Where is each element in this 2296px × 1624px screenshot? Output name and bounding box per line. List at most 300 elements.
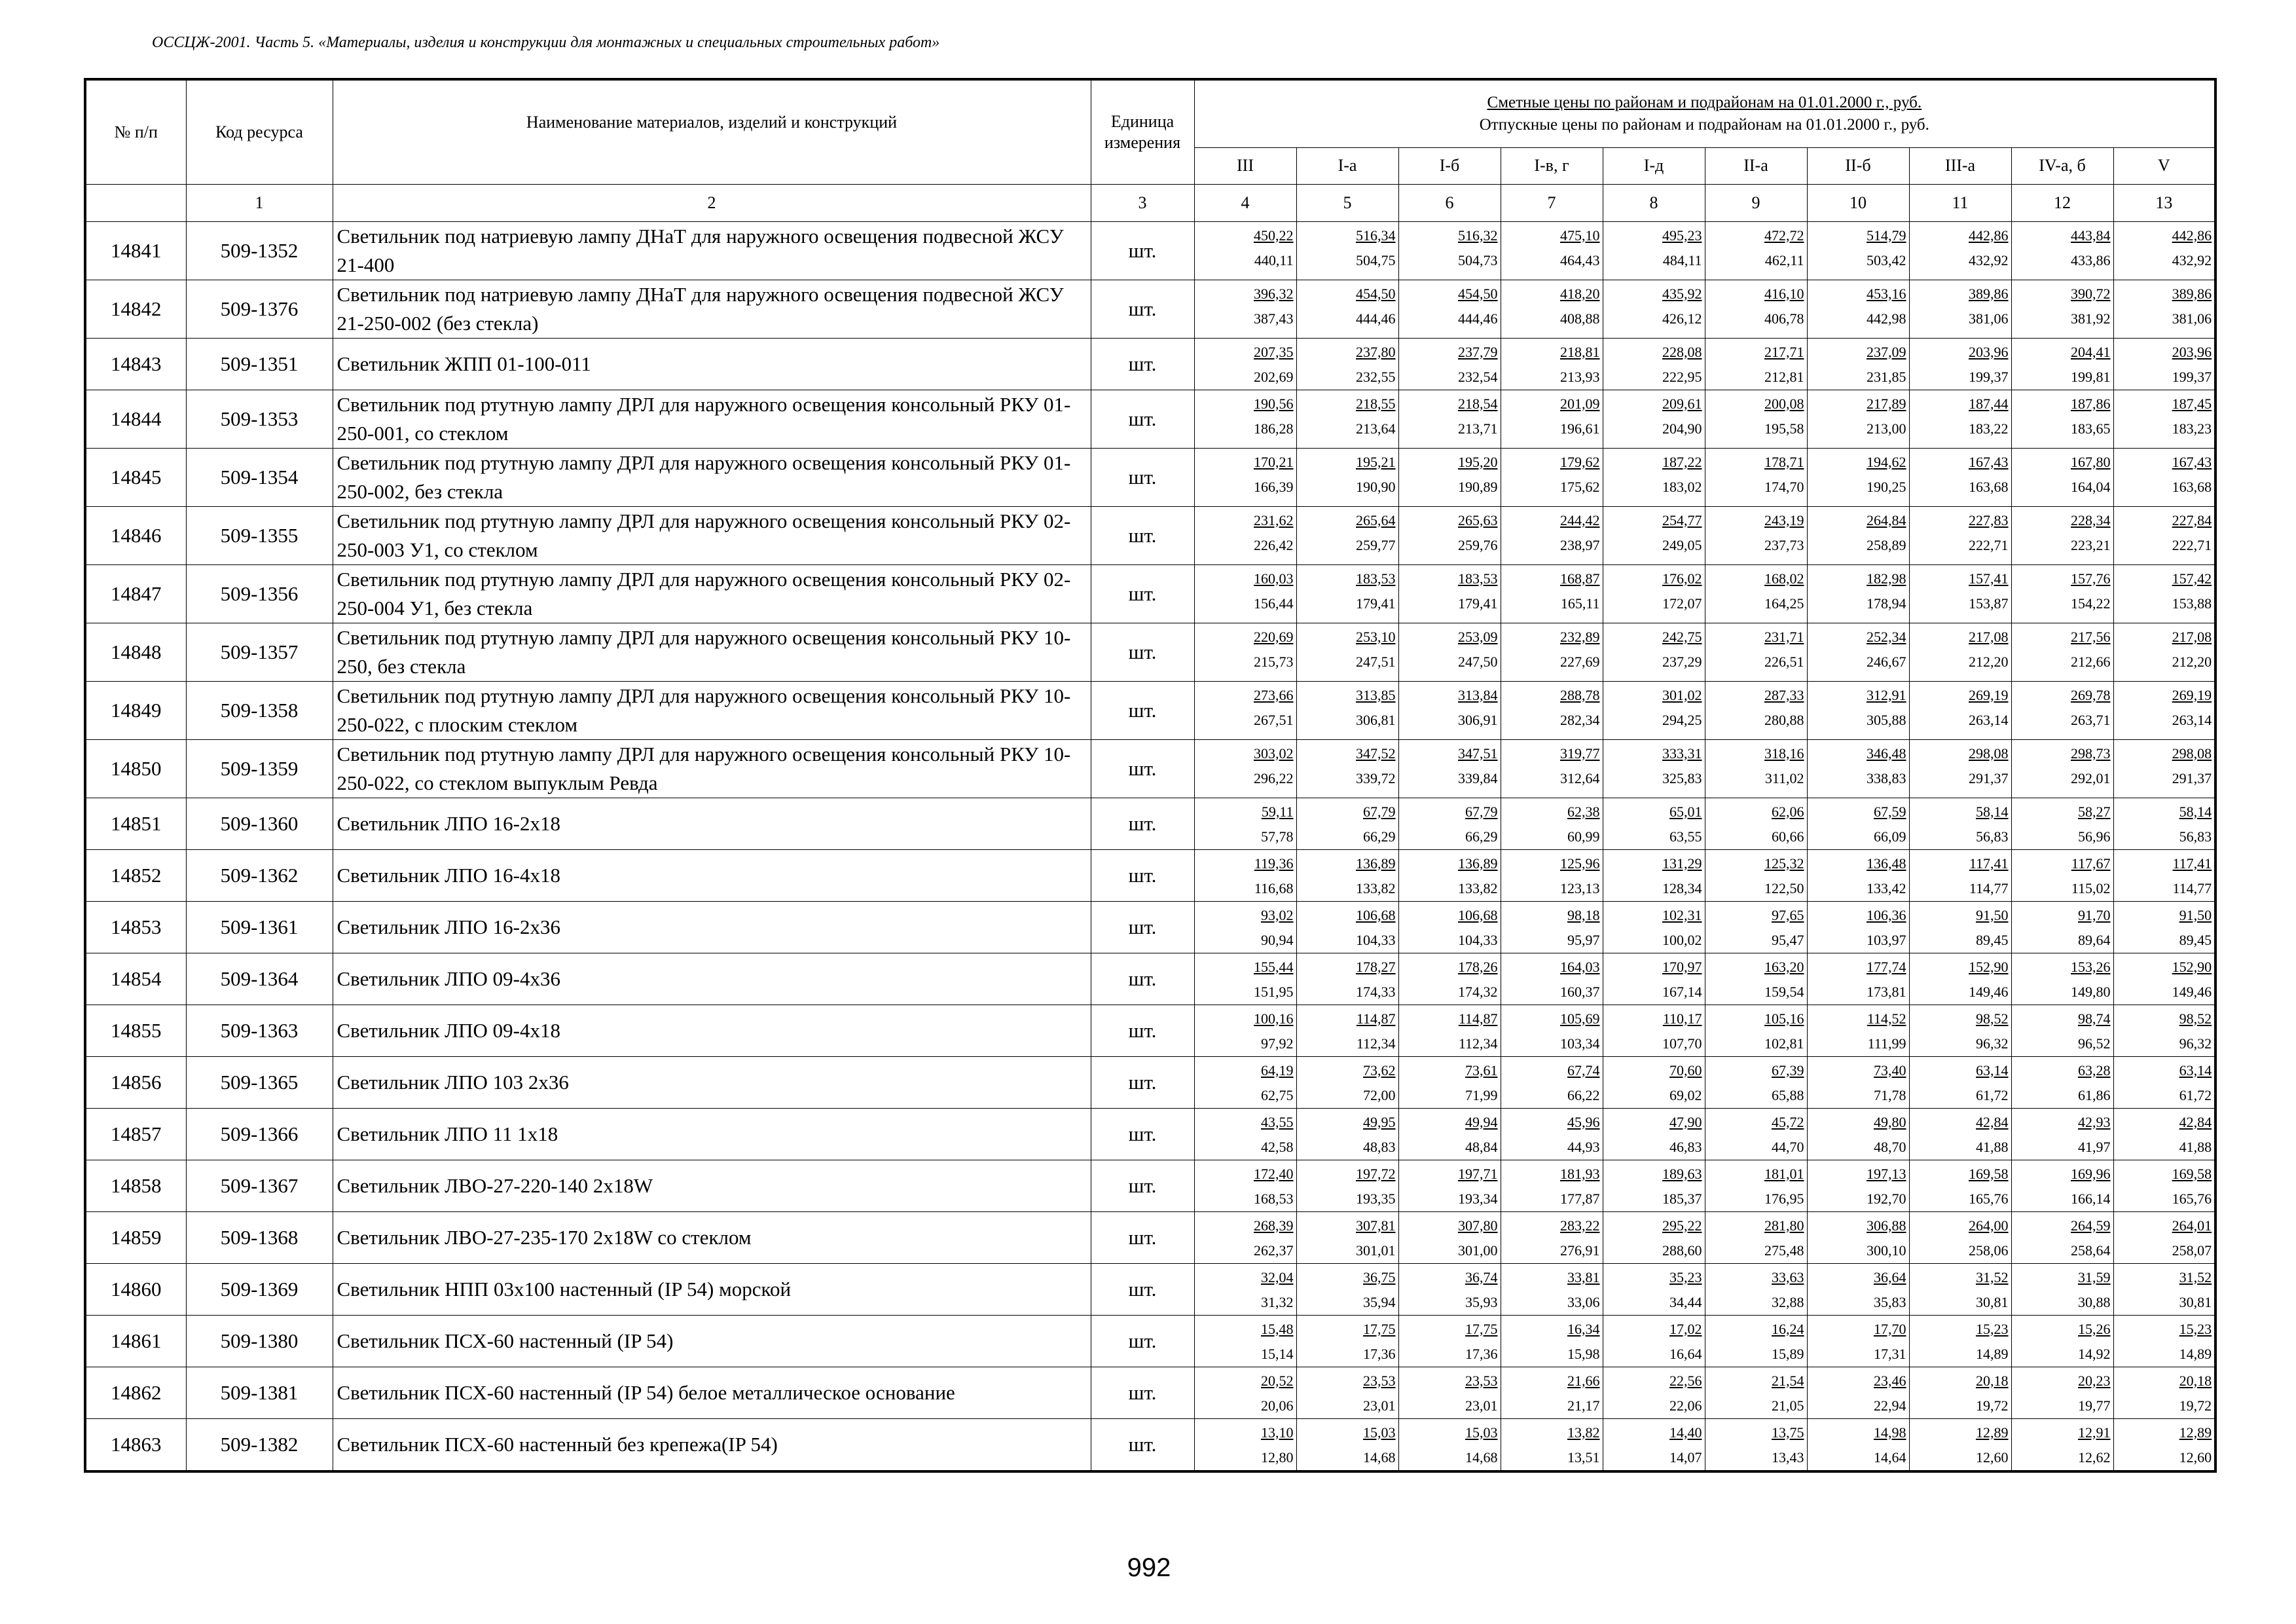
wholesale-price: 163,68 xyxy=(2172,478,2212,495)
wholesale-price: 232,54 xyxy=(1458,368,1498,385)
wholesale-price: 156,44 xyxy=(1254,595,1294,612)
wholesale-price: 164,25 xyxy=(1764,595,1804,612)
wholesale-price: 247,50 xyxy=(1458,653,1498,670)
estimated-price: 269,19 xyxy=(2172,686,2212,703)
price-cell xyxy=(1603,390,1705,448)
wholesale-price: 202,69 xyxy=(1254,368,1294,385)
wholesale-price: 96,32 xyxy=(2179,1035,2212,1052)
wholesale-price: 258,64 xyxy=(2071,1242,2111,1259)
table-row xyxy=(85,1056,2215,1108)
unit: шт. xyxy=(1091,221,1194,280)
material-name: Светильник ЛВО-27-235-170 2х18W со стеклом xyxy=(333,1211,1091,1263)
price-cell xyxy=(1398,1418,1501,1471)
estimated-price: 181,01 xyxy=(1764,1165,1804,1182)
estimated-price: 63,14 xyxy=(2179,1061,2212,1079)
price-cell xyxy=(1807,1005,1909,1056)
price-cell xyxy=(1909,564,2011,623)
price-cell xyxy=(1296,849,1398,901)
price-cell xyxy=(1705,1367,1807,1418)
header-region: V xyxy=(2113,147,2215,184)
estimated-price: 20,18 xyxy=(1976,1372,2009,1389)
wholesale-price: 44,70 xyxy=(1772,1138,1804,1155)
estimated-price: 450,22 xyxy=(1254,227,1294,244)
estimated-price: 178,27 xyxy=(1356,958,1396,975)
estimated-price: 264,59 xyxy=(2071,1217,2111,1234)
price-cell xyxy=(1501,564,1603,623)
estimated-price: 59,11 xyxy=(1261,803,1294,820)
row-number: 14845 xyxy=(85,448,186,506)
price-cell xyxy=(2011,623,2113,681)
row-number: 14862 xyxy=(85,1367,186,1418)
estimated-price: 23,53 xyxy=(1465,1372,1498,1389)
wholesale-price: 212,20 xyxy=(2172,653,2212,670)
header-region: I-а xyxy=(1296,147,1398,184)
unit: шт. xyxy=(1091,448,1194,506)
estimated-price: 64,19 xyxy=(1261,1061,1294,1079)
price-cell xyxy=(2113,1315,2215,1367)
price-cell xyxy=(1194,506,1296,564)
price-cell xyxy=(1296,1056,1398,1108)
estimated-price: 268,39 xyxy=(1254,1217,1294,1234)
price-cell xyxy=(1296,1211,1398,1263)
price-cell xyxy=(1909,739,2011,798)
resource-code: 509-1361 xyxy=(186,901,333,953)
wholesale-price: 259,77 xyxy=(1356,536,1396,553)
estimated-price: 178,71 xyxy=(1764,453,1804,470)
estimated-price: 49,95 xyxy=(1363,1113,1396,1130)
price-cell xyxy=(1194,1160,1296,1211)
price-cell xyxy=(1296,506,1398,564)
estimated-price: 131,29 xyxy=(1662,855,1702,872)
wholesale-price: 212,66 xyxy=(2071,653,2111,670)
wholesale-price: 432,92 xyxy=(1969,251,2009,268)
wholesale-price: 12,80 xyxy=(1261,1449,1294,1466)
price-cell xyxy=(1398,1263,1501,1315)
wholesale-price: 175,62 xyxy=(1560,478,1600,495)
price-cell xyxy=(1807,1056,1909,1108)
price-cell xyxy=(1603,564,1705,623)
row-number: 14844 xyxy=(85,390,186,448)
price-cell xyxy=(1807,1367,1909,1418)
estimated-price: 231,71 xyxy=(1764,628,1804,645)
estimated-price: 20,52 xyxy=(1261,1372,1294,1389)
price-cell xyxy=(1296,623,1398,681)
wholesale-price: 312,64 xyxy=(1560,769,1600,786)
unit: шт. xyxy=(1091,901,1194,953)
price-cell xyxy=(1398,1108,1501,1160)
price-cell xyxy=(2113,1263,2215,1315)
wholesale-price: 15,98 xyxy=(1567,1345,1600,1362)
price-cell xyxy=(1296,1005,1398,1056)
wholesale-price: 13,51 xyxy=(1567,1449,1600,1466)
estimated-price: 318,16 xyxy=(1764,745,1804,762)
wholesale-price: 66,29 xyxy=(1363,828,1396,845)
estimated-price: 125,96 xyxy=(1560,855,1600,872)
estimated-price: 21,66 xyxy=(1567,1372,1600,1389)
estimated-price: 15,03 xyxy=(1465,1424,1498,1441)
price-cell xyxy=(1501,849,1603,901)
estimated-price: 200,08 xyxy=(1764,395,1804,412)
table-row xyxy=(85,390,2215,448)
estimated-price: 157,76 xyxy=(2071,570,2111,587)
price-cell xyxy=(1398,564,1501,623)
header-region: II-б xyxy=(1807,147,1909,184)
wholesale-price: 21,17 xyxy=(1567,1397,1600,1414)
price-cell xyxy=(1603,280,1705,338)
wholesale-price: 63,55 xyxy=(1669,828,1702,845)
wholesale-price: 95,97 xyxy=(1567,931,1600,948)
wholesale-price: 104,33 xyxy=(1356,931,1396,948)
table-row xyxy=(85,798,2215,849)
row-number: 14849 xyxy=(85,681,186,739)
estimated-price: 220,69 xyxy=(1254,628,1294,645)
wholesale-price: 14,92 xyxy=(2078,1345,2111,1362)
estimated-price: 176,02 xyxy=(1662,570,1702,587)
price-cell xyxy=(1296,1367,1398,1418)
price-cell xyxy=(1909,1315,2011,1367)
price-cell xyxy=(1398,953,1501,1005)
material-name: Светильник под ртутную лампу ДРЛ для наружного освещения консольный РКУ 10-250, без стекла xyxy=(333,623,1091,681)
estimated-price: 63,28 xyxy=(2078,1061,2111,1079)
unit: шт. xyxy=(1091,1263,1194,1315)
wholesale-price: 23,01 xyxy=(1363,1397,1396,1414)
price-cell xyxy=(2011,1211,2113,1263)
estimated-price: 228,08 xyxy=(1662,343,1702,360)
header-prices-estimated: Сметные цены по районам и подрайонам на 01.01.2000 г., руб. xyxy=(1487,93,1922,111)
wholesale-price: 102,81 xyxy=(1764,1035,1804,1052)
price-cell xyxy=(1398,448,1501,506)
header-region: IV-а, б xyxy=(2011,147,2113,184)
wholesale-price: 296,22 xyxy=(1254,769,1294,786)
wholesale-price: 176,95 xyxy=(1764,1190,1804,1207)
price-cell xyxy=(1705,1263,1807,1315)
estimated-price: 418,20 xyxy=(1560,285,1600,302)
wholesale-price: 292,01 xyxy=(2071,769,2111,786)
wholesale-price: 103,34 xyxy=(1560,1035,1600,1052)
estimated-price: 495,23 xyxy=(1662,227,1702,244)
wholesale-price: 153,87 xyxy=(1969,595,2009,612)
estimated-price: 164,03 xyxy=(1560,958,1600,975)
estimated-price: 442,86 xyxy=(1969,227,2009,244)
wholesale-price: 14,89 xyxy=(2179,1345,2212,1362)
wholesale-price: 167,14 xyxy=(1662,983,1702,1000)
estimated-price: 187,86 xyxy=(2071,395,2111,412)
estimated-price: 172,40 xyxy=(1254,1165,1294,1182)
wholesale-price: 222,71 xyxy=(2172,536,2212,553)
column-number: 5 xyxy=(1296,184,1398,221)
wholesale-price: 442,98 xyxy=(1867,310,1906,327)
resource-code: 509-1367 xyxy=(186,1160,333,1211)
price-cell xyxy=(1501,1315,1603,1367)
wholesale-price: 259,76 xyxy=(1458,536,1498,553)
wholesale-price: 12,62 xyxy=(2078,1449,2111,1466)
wholesale-price: 311,02 xyxy=(1764,769,1804,786)
price-cell xyxy=(2113,1160,2215,1211)
wholesale-price: 174,70 xyxy=(1764,478,1804,495)
wholesale-price: 282,34 xyxy=(1560,711,1600,728)
price-cell xyxy=(1501,953,1603,1005)
estimated-price: 273,66 xyxy=(1254,686,1294,703)
price-cell xyxy=(1603,1263,1705,1315)
wholesale-price: 408,88 xyxy=(1560,310,1600,327)
price-cell xyxy=(1194,798,1296,849)
wholesale-price: 276,91 xyxy=(1560,1242,1600,1259)
estimated-price: 181,93 xyxy=(1560,1165,1600,1182)
price-cell xyxy=(2011,338,2113,390)
material-name: Светильник под натриевую лампу ДНаТ для наружного освещения подвесной ЖСУ 21-400 xyxy=(333,221,1091,280)
wholesale-price: 164,04 xyxy=(2071,478,2111,495)
estimated-price: 207,35 xyxy=(1254,343,1294,360)
price-cell xyxy=(1194,390,1296,448)
price-cell xyxy=(1296,1108,1398,1160)
page-number: 992 xyxy=(1127,1553,1171,1582)
price-cell xyxy=(2011,1056,2113,1108)
price-cell xyxy=(2011,221,2113,280)
price-cell xyxy=(1398,1367,1501,1418)
price-cell xyxy=(1501,1211,1603,1263)
wholesale-price: 41,97 xyxy=(2078,1138,2111,1155)
estimated-price: 58,14 xyxy=(2179,803,2212,820)
wholesale-price: 62,75 xyxy=(1261,1086,1294,1103)
wholesale-price: 153,88 xyxy=(2172,595,2212,612)
wholesale-price: 504,75 xyxy=(1356,251,1396,268)
column-number: 10 xyxy=(1807,184,1909,221)
wholesale-price: 30,88 xyxy=(2078,1293,2111,1310)
wholesale-price: 263,14 xyxy=(2172,711,2212,728)
row-number: 14861 xyxy=(85,1315,186,1367)
price-cell xyxy=(1909,338,2011,390)
wholesale-price: 249,05 xyxy=(1662,536,1702,553)
table-row xyxy=(85,448,2215,506)
unit: шт. xyxy=(1091,623,1194,681)
wholesale-price: 14,68 xyxy=(1363,1449,1396,1466)
wholesale-price: 291,37 xyxy=(2172,769,2212,786)
estimated-price: 62,06 xyxy=(1772,803,1804,820)
wholesale-price: 166,39 xyxy=(1254,478,1294,495)
table-row xyxy=(85,849,2215,901)
estimated-price: 17,75 xyxy=(1363,1320,1396,1337)
estimated-price: 187,45 xyxy=(2172,395,2212,412)
wholesale-price: 32,88 xyxy=(1772,1293,1804,1310)
wholesale-price: 65,88 xyxy=(1772,1086,1804,1103)
row-number: 14853 xyxy=(85,901,186,953)
row-number: 14860 xyxy=(85,1263,186,1315)
estimated-price: 298,08 xyxy=(1969,745,2009,762)
wholesale-price: 263,14 xyxy=(1969,711,2009,728)
estimated-price: 105,69 xyxy=(1560,1010,1600,1027)
row-number: 14854 xyxy=(85,953,186,1005)
estimated-price: 91,50 xyxy=(1976,906,2009,923)
estimated-price: 253,10 xyxy=(1356,628,1396,645)
estimated-price: 105,16 xyxy=(1764,1010,1804,1027)
wholesale-price: 107,70 xyxy=(1662,1035,1702,1052)
wholesale-price: 17,36 xyxy=(1363,1345,1396,1362)
price-cell xyxy=(1501,1263,1603,1315)
unit: шт. xyxy=(1091,280,1194,338)
price-cell xyxy=(1501,1160,1603,1211)
estimated-price: 516,32 xyxy=(1458,227,1498,244)
table-row xyxy=(85,739,2215,798)
wholesale-price: 16,64 xyxy=(1669,1345,1702,1362)
price-cell xyxy=(1398,1211,1501,1263)
wholesale-price: 60,99 xyxy=(1567,828,1600,845)
price-cell xyxy=(1909,1056,2011,1108)
estimated-price: 73,61 xyxy=(1465,1061,1498,1079)
estimated-price: 170,97 xyxy=(1662,958,1702,975)
estimated-price: 189,63 xyxy=(1662,1165,1702,1182)
estimated-price: 36,74 xyxy=(1465,1268,1498,1285)
row-number: 14851 xyxy=(85,798,186,849)
estimated-price: 45,72 xyxy=(1772,1113,1804,1130)
unit: шт. xyxy=(1091,564,1194,623)
wholesale-price: 484,11 xyxy=(1662,251,1702,268)
estimated-price: 114,52 xyxy=(1867,1010,1906,1027)
estimated-price: 265,64 xyxy=(1356,511,1396,528)
wholesale-price: 151,95 xyxy=(1254,983,1294,1000)
price-cell xyxy=(1501,506,1603,564)
table-row xyxy=(85,1005,2215,1056)
estimated-price: 194,62 xyxy=(1867,453,1906,470)
wholesale-price: 154,22 xyxy=(2071,595,2111,612)
wholesale-price: 406,78 xyxy=(1764,310,1804,327)
estimated-price: 203,96 xyxy=(2172,343,2212,360)
estimated-price: 217,08 xyxy=(2172,628,2212,645)
wholesale-price: 14,64 xyxy=(1874,1449,1906,1466)
estimated-price: 195,21 xyxy=(1356,453,1396,470)
wholesale-price: 288,60 xyxy=(1662,1242,1702,1259)
wholesale-price: 231,85 xyxy=(1867,368,1906,385)
wholesale-price: 183,23 xyxy=(2172,420,2212,437)
estimated-price: 347,51 xyxy=(1458,745,1498,762)
table-row xyxy=(85,1367,2215,1418)
price-cell xyxy=(1909,1108,2011,1160)
estimated-price: 301,02 xyxy=(1662,686,1702,703)
wholesale-price: 23,01 xyxy=(1465,1397,1498,1414)
estimated-price: 346,48 xyxy=(1867,745,1906,762)
estimated-price: 312,91 xyxy=(1867,686,1906,703)
material-name: Светильник ЛПО 16-2х36 xyxy=(333,901,1091,953)
column-number: 1 xyxy=(186,184,333,221)
price-cell xyxy=(1909,506,2011,564)
estimated-price: 15,48 xyxy=(1261,1320,1294,1337)
price-cell xyxy=(1194,1263,1296,1315)
wholesale-price: 173,81 xyxy=(1867,983,1906,1000)
estimated-price: 31,52 xyxy=(2179,1268,2212,1285)
wholesale-price: 61,72 xyxy=(2179,1086,2212,1103)
wholesale-price: 291,37 xyxy=(1969,769,2009,786)
price-cell xyxy=(1909,623,2011,681)
price-cell xyxy=(1807,1211,1909,1263)
estimated-price: 65,01 xyxy=(1669,803,1702,820)
estimated-price: 36,64 xyxy=(1874,1268,1906,1285)
price-cell xyxy=(1909,1418,2011,1471)
wholesale-price: 30,81 xyxy=(1976,1293,2009,1310)
estimated-price: 12,89 xyxy=(2179,1424,2212,1441)
price-cell xyxy=(1398,390,1501,448)
price-cell xyxy=(1501,623,1603,681)
estimated-price: 281,80 xyxy=(1764,1217,1804,1234)
wholesale-price: 114,77 xyxy=(1969,879,2009,896)
wholesale-price: 179,41 xyxy=(1458,595,1498,612)
estimated-price: 269,19 xyxy=(1969,686,2009,703)
estimated-price: 160,03 xyxy=(1254,570,1294,587)
price-cell xyxy=(1807,338,1909,390)
estimated-price: 58,14 xyxy=(1976,803,2009,820)
wholesale-price: 112,34 xyxy=(1356,1035,1396,1052)
price-cell xyxy=(1603,901,1705,953)
price-cell xyxy=(1705,280,1807,338)
price-cell xyxy=(2011,1418,2113,1471)
wholesale-price: 338,83 xyxy=(1867,769,1906,786)
resource-code: 509-1354 xyxy=(186,448,333,506)
estimated-price: 14,98 xyxy=(1874,1424,1906,1441)
price-cell xyxy=(1296,390,1398,448)
estimated-price: 203,96 xyxy=(1969,343,2009,360)
estimated-price: 228,34 xyxy=(2071,511,2111,528)
estimated-price: 390,72 xyxy=(2071,285,2111,302)
material-name: Светильник НПП 03х100 настенный (IP 54) морской xyxy=(333,1263,1091,1315)
resource-code: 509-1360 xyxy=(186,798,333,849)
estimated-price: 125,32 xyxy=(1764,855,1804,872)
estimated-price: 20,18 xyxy=(2179,1372,2212,1389)
estimated-price: 170,21 xyxy=(1254,453,1294,470)
estimated-price: 117,41 xyxy=(1969,855,2009,872)
material-name: Светильник ЛВО-27-220-140 2х18W xyxy=(333,1160,1091,1211)
wholesale-price: 17,31 xyxy=(1874,1345,1906,1362)
estimated-price: 347,52 xyxy=(1356,745,1396,762)
wholesale-price: 89,45 xyxy=(2179,931,2212,948)
estimated-price: 23,53 xyxy=(1363,1372,1396,1389)
estimated-price: 195,20 xyxy=(1458,453,1498,470)
column-number: 3 xyxy=(1091,184,1194,221)
price-cell xyxy=(1603,681,1705,739)
price-cell xyxy=(1705,1005,1807,1056)
price-cell xyxy=(1807,739,1909,798)
resource-code: 509-1380 xyxy=(186,1315,333,1367)
estimated-price: 187,44 xyxy=(1969,395,2009,412)
column-number: 2 xyxy=(333,184,1091,221)
estimated-price: 237,79 xyxy=(1458,343,1498,360)
price-cell xyxy=(1398,739,1501,798)
wholesale-price: 280,88 xyxy=(1764,711,1804,728)
wholesale-price: 19,72 xyxy=(1976,1397,2009,1414)
estimated-price: 190,56 xyxy=(1254,395,1294,412)
wholesale-price: 41,88 xyxy=(1976,1138,2009,1155)
price-cell xyxy=(2113,448,2215,506)
wholesale-price: 66,29 xyxy=(1465,828,1498,845)
price-cell xyxy=(1194,338,1296,390)
column-number-blank xyxy=(85,184,186,221)
wholesale-price: 57,78 xyxy=(1261,828,1294,845)
wholesale-price: 103,97 xyxy=(1867,931,1906,948)
wholesale-price: 192,70 xyxy=(1867,1190,1906,1207)
price-cell xyxy=(1603,448,1705,506)
table-row xyxy=(85,280,2215,338)
price-cell xyxy=(1909,681,2011,739)
price-cell xyxy=(2113,1211,2215,1263)
price-cell xyxy=(2011,953,2113,1005)
wholesale-price: 72,00 xyxy=(1363,1086,1396,1103)
estimated-price: 295,22 xyxy=(1662,1217,1702,1234)
price-cell xyxy=(1705,798,1807,849)
resource-code: 509-1376 xyxy=(186,280,333,338)
estimated-price: 218,54 xyxy=(1458,395,1498,412)
price-cell xyxy=(1603,1056,1705,1108)
wholesale-price: 179,41 xyxy=(1356,595,1396,612)
price-cell xyxy=(1705,338,1807,390)
column-number: 13 xyxy=(2113,184,2215,221)
wholesale-price: 306,81 xyxy=(1356,711,1396,728)
